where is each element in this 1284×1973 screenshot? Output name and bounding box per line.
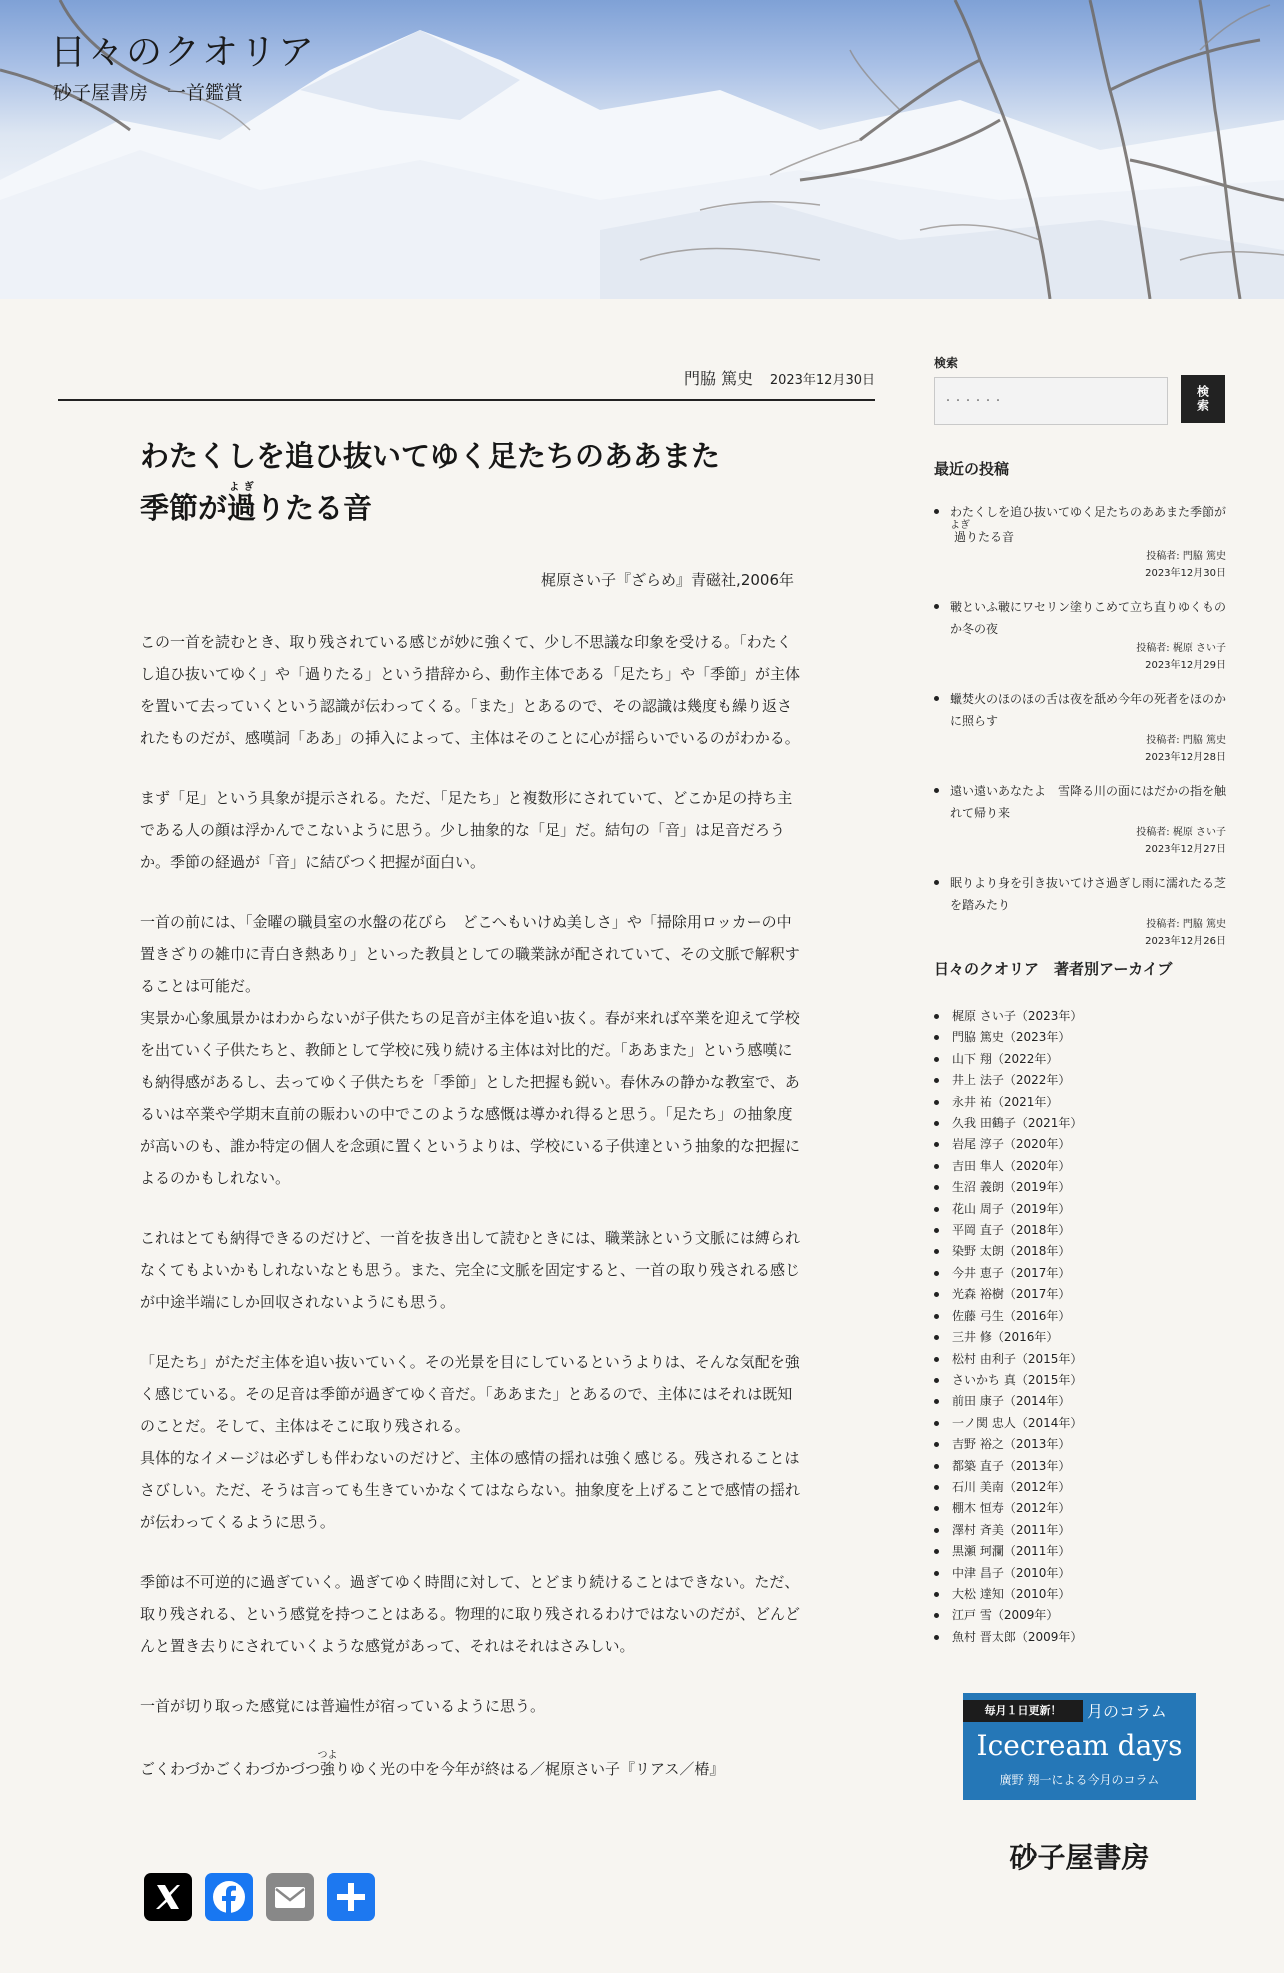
banner-badge: 毎月１日更新！ — [963, 1700, 1083, 1722]
recent-post-date: 2023年12月28日 — [1145, 752, 1226, 763]
archive-item[interactable]: 松村 由利子（2015年） — [934, 1349, 1226, 1370]
post-title-line1: わたくしを追ひ抜いてゆく足たちのああまた — [140, 439, 721, 473]
archive-item[interactable]: 梶原 さい子（2023年） — [934, 1006, 1226, 1027]
paragraph: 一首が切り取った感覚には普遍性が宿っているように思う。 — [140, 1697, 546, 1715]
archive-item[interactable]: 大松 達知（2010年） — [934, 1584, 1226, 1605]
paragraph: 「足たち」がただ主体を追い抜いていく。その光景を目にしているというよりは、そんな気配を強く感じている。その足音は季節が過ぎてゆく音だ。「ああまた」とあるので、主体にはそれは既知のことだ。そして、主体はそこに取り残される。 — [140, 1353, 800, 1435]
paragraph: まず「足」という具象が提示される。ただ、「足たち」と複数形にされていて、どこか足の持ち主である人の顔は浮かんでこないように思う。少し抽象的な「足」だ。結句の「音」は足音だろうか。季節の経過が「音」に結びつく把握が面白い。 — [140, 789, 793, 871]
recent-post-link[interactable]: わたくしを追ひ抜いてゆく足たちのああまた季節が過よぎりたる音 — [950, 505, 1227, 544]
archive-item[interactable]: 山下 翔（2022年） — [934, 1049, 1226, 1070]
x-share-icon[interactable] — [144, 1873, 192, 1921]
archive-item[interactable]: 今井 恵子（2017年） — [934, 1263, 1226, 1284]
banner-title: Icecream days — [976, 1729, 1183, 1762]
recent-post-author: 投稿者: 門脇 篤史 — [1146, 735, 1226, 746]
post-title — [140, 430, 800, 534]
archive-item[interactable]: 平岡 直子（2018年） — [934, 1220, 1226, 1241]
archive-item[interactable]: 中津 昌子（2010年） — [934, 1563, 1226, 1584]
site-title[interactable]: 日々のクオリア — [50, 32, 317, 73]
recent-post-author: 投稿者: 門脇 篤史 — [1146, 551, 1226, 562]
post-body — [140, 626, 800, 1813]
share-buttons — [144, 1873, 383, 1921]
meta-divider — [58, 399, 875, 401]
author-archive-widget — [934, 958, 1226, 1648]
post-meta — [58, 366, 875, 389]
post-date: 2023年12月30日 — [769, 373, 875, 388]
archive-item[interactable]: 染野 太朗（2018年） — [934, 1241, 1226, 1262]
recent-post-date: 2023年12月30日 — [1145, 568, 1226, 579]
column-banner[interactable] — [963, 1693, 1196, 1800]
archive-title: 日々のクオリア 著者別アーカイブ — [934, 960, 1173, 978]
banner-subtitle: 廣野 翔一による今月のコラム — [999, 1773, 1160, 1787]
paragraph: 実景か心象風景かはわからないが子供たちの足音が主体を追い抜く。春が来れば卒業を迎えて学校を出ていく子供たちと、教師として学校に残り続ける主体は対比的だ。「ああまた」という感嘆にも納得感があるし、去ってゆく子供たちを「季節」とした把握も鋭い。春休みの静かな教室で、あるいは卒業や学期末直前の賑わいの中でこのような感慨は導かれ得ると思う。「足たち」の抽象度が高いのも、誰か特定の個人を念頭に置くというよりは、学校にいる子供達という抽象的な把握によるのかもしれない。 — [140, 1009, 801, 1187]
recent-posts-list — [934, 501, 1226, 950]
archive-item[interactable]: 吉田 隼人（2020年） — [934, 1156, 1226, 1177]
archive-item[interactable]: 魚村 晋太郎（2009年） — [934, 1627, 1226, 1648]
archive-item[interactable]: さいかち 真（2015年） — [934, 1370, 1226, 1391]
archive-item[interactable]: 前田 康子（2014年） — [934, 1391, 1226, 1412]
recent-post-author: 投稿者: 梶原 さい子 — [1136, 643, 1226, 654]
archive-item[interactable]: 黒瀬 珂瀾（2011年） — [934, 1541, 1226, 1562]
archive-item[interactable]: 門脇 篤史（2023年） — [934, 1027, 1226, 1048]
recent-posts-widget — [934, 458, 1226, 964]
paragraph: この一首を読むとき、取り残されている感じが妙に強くて、少し不思議な印象を受ける。「わたくし追ひ抜いてゆく」や「過りたる」という措辞から、動作主体である「足たち」や「季節」が主体を置いて去っていくという認識が伝わってくる。「また」とあるので、その認識は幾度も繰り返されたものだが、感嘆詞「ああ」の挿入によって、主体はそのことに心が揺らいでいるのがわかる。 — [140, 633, 801, 747]
recent-post-link[interactable]: 眠りより身を引き抜いてけさ過ぎし雨に濡れたる芝を踏みたり — [950, 876, 1227, 912]
recent-post-link[interactable]: 蠟焚火のほのほの舌は夜を舐め今年の死者をほのかに照らす — [950, 692, 1227, 728]
search-input[interactable] — [934, 377, 1168, 425]
recent-posts-title: 最近の投稿 — [934, 460, 1010, 478]
closing-poem: ごくわづかごくわづかづつ強つよりゆく光の中を今年が終はる／梶原さい子『リアス／椿』 — [140, 1750, 725, 1778]
search-label: 検索 — [934, 356, 959, 370]
archive-item[interactable]: 佐藤 弓生（2016年） — [934, 1306, 1226, 1327]
archive-item[interactable]: 澤村 斉美（2011年） — [934, 1520, 1226, 1541]
search-widget — [934, 354, 1226, 425]
archive-item[interactable]: 久我 田鶴子（2021年） — [934, 1113, 1226, 1134]
archive-item[interactable]: 吉野 裕之（2013年） — [934, 1434, 1226, 1455]
header-banner — [0, 0, 1284, 299]
banner-column-label: 月のコラム — [1087, 1702, 1167, 1721]
site-subtitle: 砂子屋書房 一首鑑賞 — [53, 82, 244, 104]
archive-item[interactable]: 永井 祐（2021年） — [934, 1092, 1226, 1113]
paragraph: 具体的なイメージは必ずしも伴わないのだけど、主体の感情の揺れは強く感じる。残されることはさびしい。ただ、そうは言っても生きていかなくてはならない。抽象度を上げることで感情の揺れが伝わってくるように思う。 — [140, 1449, 801, 1531]
archive-item[interactable]: 岩尾 淳子（2020年） — [934, 1134, 1226, 1155]
list-item — [934, 872, 1226, 950]
paragraph: 季節は不可逆的に過ぎていく。過ぎてゆく時間に対して、とどまり続けることはできない。ただ、取り残される、という感覚を持つことはある。物理的に取り残されるわけではないのだが、どんどんと置き去りにされていくような感覚があって、それはそれはさみしい。 — [140, 1573, 801, 1655]
recent-post-link[interactable]: 遠い遠いあなたよ 雪降る川の面にはだかの指を触れて帰り来 — [950, 784, 1227, 820]
paragraph: 一首の前には、「金曜の職員室の水盤の花びら どこへもいけぬ美しさ」や「掃除用ロッカーの中置きざりの雑巾に青白き熱あり」といった教員としての職業詠が配されていて、その文脈で解釈することは可能だ。 — [140, 913, 800, 995]
archive-item[interactable]: 都築 直子（2013年） — [934, 1456, 1226, 1477]
archive-item[interactable]: 棚木 恒寿（2012年） — [934, 1498, 1226, 1519]
archive-item[interactable]: 江戸 雪（2009年） — [934, 1605, 1226, 1626]
archive-item[interactable]: 三井 修（2016年） — [934, 1327, 1226, 1348]
poem-source: 梶原さい子『ざらめ』青磁社,2006年 — [541, 571, 794, 589]
list-item — [934, 688, 1226, 766]
post-author[interactable]: 門脇 篤史 — [683, 369, 754, 388]
more-share-icon[interactable] — [327, 1873, 375, 1921]
paragraph: これはとても納得できるのだけど、一首を抜き出して読むときには、職業詠という文脈には縛られなくてもよいかもしれないなとも思う。また、完全に文脈を固定すると、一首の取り残される感じが中途半端にしか回収されないようにも思う。 — [140, 1229, 801, 1311]
archive-item[interactable]: 井上 法子（2022年） — [934, 1070, 1226, 1091]
recent-post-link[interactable]: 皸といふ皸にワセリン塗りこめて立ち直りゆくものか冬の夜 — [950, 600, 1227, 636]
archive-item[interactable]: 石川 美南（2012年） — [934, 1477, 1226, 1498]
recent-post-author: 投稿者: 梶原 さい子 — [1136, 827, 1226, 838]
archive-item[interactable]: 花山 周子（2019年） — [934, 1199, 1226, 1220]
list-item — [934, 780, 1226, 858]
search-button[interactable]: 検索 — [1181, 375, 1225, 423]
archive-list — [934, 1006, 1226, 1648]
recent-post-author: 投稿者: 門脇 篤史 — [1146, 919, 1226, 930]
archive-item[interactable]: 一ノ関 忠人（2014年） — [934, 1413, 1226, 1434]
list-item — [934, 596, 1226, 674]
post-title-line2-post: りたる音 — [256, 491, 373, 525]
recent-post-date: 2023年12月26日 — [1145, 936, 1226, 947]
recent-post-date: 2023年12月27日 — [1145, 844, 1226, 855]
list-item — [934, 501, 1226, 582]
archive-item[interactable]: 光森 裕樹（2017年） — [934, 1284, 1226, 1305]
archive-item[interactable]: 生沼 義朗（2019年） — [934, 1177, 1226, 1198]
recent-post-date: 2023年12月29日 — [1145, 660, 1226, 671]
post-title-ruby: 過よぎ — [227, 482, 257, 525]
email-share-icon[interactable] — [266, 1873, 314, 1921]
publisher-logo[interactable]: 砂子屋書房 — [1009, 1841, 1150, 1874]
post-title-line2-pre: 季節が — [140, 491, 228, 525]
facebook-share-icon[interactable] — [205, 1873, 253, 1921]
